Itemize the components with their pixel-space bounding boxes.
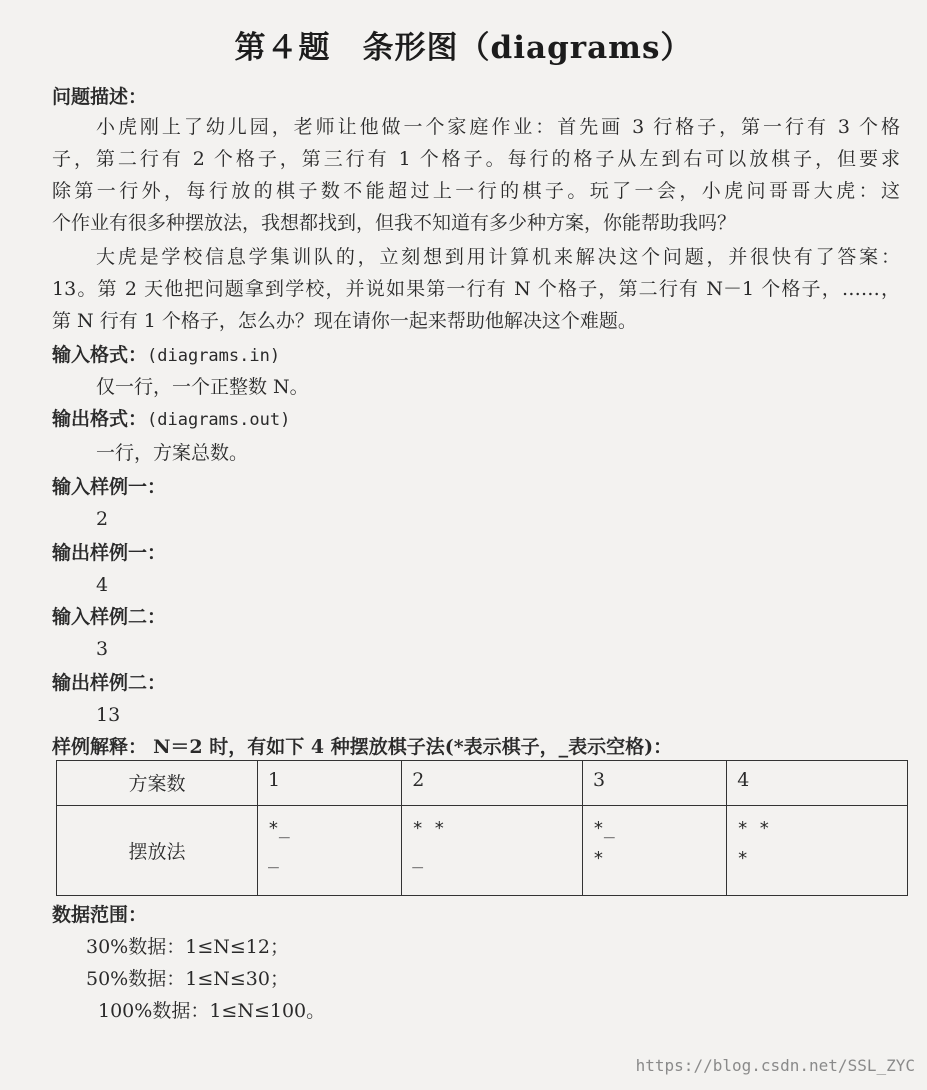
scheme-number-1: 1 — [258, 761, 402, 806]
pattern-3-row-2: * — [592, 848, 604, 869]
input-format-text: 仅一行，一个正整数 N。 — [96, 376, 309, 398]
sample-input-2-heading: 输入样例二： — [52, 606, 167, 628]
watermark-url: https://blog.csdn.net/SSL_ZYC — [635, 1056, 915, 1075]
pattern-2-row-1: * * — [412, 818, 445, 839]
sample-output-1-value: 4 — [96, 574, 109, 596]
pattern-4-row-1: * * — [737, 818, 770, 839]
paragraph-2-line-2: 13。第 2 天他把问题拿到学校，并说如果第一行有 N 个格子，第二行有 N－1 个格子，……， — [52, 278, 900, 300]
paragraph-1-line-4: 个作业有很多种摆放法，我想都找到，但我不知道有多少种方案，你能帮助我吗？ — [52, 212, 737, 234]
pattern-1-row-1: *_ — [268, 818, 290, 839]
problem-title: 第４题 条形图（diagrams） — [234, 30, 693, 66]
pattern-2-row-2: _ — [412, 848, 424, 869]
pattern-cell-3 — [582, 806, 726, 896]
input-format-row — [52, 342, 280, 369]
paragraph-2-line-3: 第 N 行有 1 个格子，怎么办？现在请你一起来帮助他解决这个难题。 — [52, 310, 637, 332]
pattern-3-row-1: *_ — [592, 818, 615, 839]
scheme-number-3: 3 — [582, 761, 726, 806]
sample-output-2-heading: 输出样例二： — [52, 672, 167, 694]
pattern-cell-2 — [402, 806, 583, 896]
sample-output-2-value: 13 — [96, 704, 121, 726]
paragraph-2-line-1: 大虎是学校信息学集训队的，立刻想到用计算机来解决这个问题，并很快有了答案： — [96, 246, 900, 268]
data-range-heading: 数据范围： — [52, 904, 148, 926]
table-pattern-row — [57, 806, 908, 896]
sample-explanation-row — [52, 734, 672, 760]
scheme-number-2: 2 — [402, 761, 583, 806]
paragraph-1-line-3: 除第一行外，每行放的棋子数不能超过上一行的棋子。玩了一会，小虎问哥哥大虎：这 — [52, 180, 900, 202]
pattern-1-row-2: _ — [268, 848, 279, 869]
paragraph-1-line-1: 小虎刚上了幼儿园，老师让他做一个家庭作业：首先画 3 行格子，第一行有 3 个格 — [96, 116, 900, 138]
sample-input-1-heading: 输入样例一： — [52, 476, 167, 498]
input-format-file: (diagrams.in) — [147, 346, 281, 366]
sample-table — [56, 760, 908, 896]
placement-label: 摆放法 — [57, 806, 258, 896]
problem-description-heading: 问题描述： — [52, 86, 148, 108]
data-range-50: 50%数据：1≤N≤30； — [86, 968, 289, 990]
sample-input-2-value: 3 — [96, 638, 109, 660]
output-format-heading: 输出格式： — [52, 408, 148, 430]
output-format-file: (diagrams.out) — [147, 410, 291, 430]
paragraph-1-line-2: 子，第二行有 2 个格子，第三行有 1 个格子。每行的格子从左到右可以放棋子，但要求 — [52, 148, 900, 170]
sample-output-1-heading: 输出样例一： — [52, 542, 167, 564]
sample-explanation-text: N＝2 时，有如下 4 种摆放棋子法(*表示棋子，_表示空格)： — [153, 736, 673, 758]
input-format-heading: 输入格式： — [52, 344, 148, 366]
sample-input-1-value: 2 — [96, 508, 109, 530]
data-range-100: 100%数据：1≤N≤100。 — [98, 1000, 326, 1022]
output-format-row — [52, 406, 290, 433]
data-range-30: 30%数据：1≤N≤12； — [86, 936, 289, 958]
scheme-count-label: 方案数 — [57, 761, 258, 806]
pattern-4-row-2: * — [737, 848, 749, 869]
output-format-text: 一行，方案总数。 — [96, 442, 249, 464]
scheme-number-4: 4 — [727, 761, 908, 806]
sample-explanation-heading: 样例解释： — [52, 736, 148, 758]
pattern-cell-1 — [258, 806, 402, 896]
table-header-row — [57, 761, 908, 806]
pattern-cell-4 — [727, 806, 908, 896]
